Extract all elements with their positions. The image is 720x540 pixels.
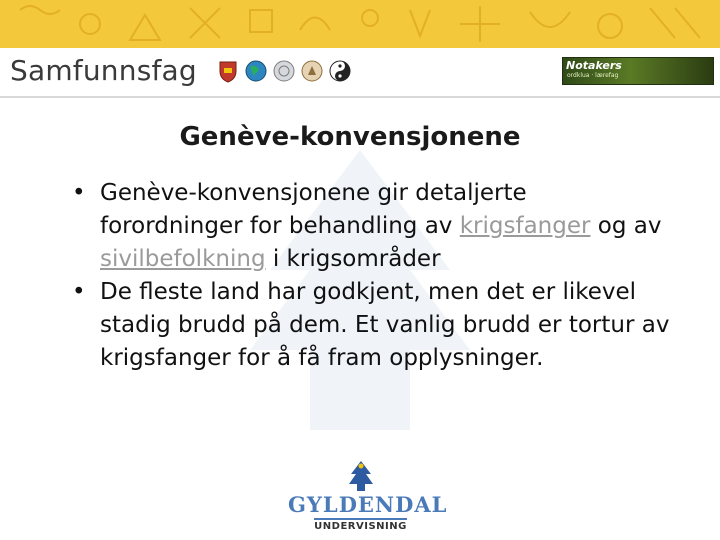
bullet-dot: • — [72, 279, 86, 305]
crest-icon[interactable] — [300, 59, 324, 83]
globe-icon[interactable] — [244, 59, 268, 83]
header-bar — [0, 48, 720, 98]
publisher-divider — [314, 518, 407, 520]
link-sivilbefolkning[interactable]: sivilbefolkning — [100, 246, 266, 272]
publisher-name: GYLDENDAL — [288, 492, 448, 517]
shield-icon[interactable] — [216, 59, 240, 83]
subject-icon-row — [216, 59, 352, 83]
bullet-dot: • — [72, 180, 86, 206]
publisher-logo — [288, 460, 448, 536]
yin-yang-icon[interactable] — [328, 59, 352, 83]
coin-icon[interactable] — [272, 59, 296, 83]
banner-title: Notakers — [566, 59, 622, 72]
publisher-subtitle: UNDERVISNING — [314, 521, 407, 532]
link-krigsfanger[interactable]: krigsfanger — [459, 213, 591, 239]
bullet-list — [72, 177, 672, 375]
bullet-text: De fleste land har godkjent, men det er likevel stadig brudd på dem. Et vanlig brudd er tortur av krigsfanger for å få fram opplysninger. — [100, 279, 670, 371]
school-doodle-pattern — [0, 0, 720, 48]
bullet-item — [72, 276, 672, 375]
slide-title: Genève-konvensjonene — [179, 122, 521, 152]
bullet-text: og av — [590, 213, 662, 239]
banner-subtitle: ordklua · lærefag — [567, 72, 619, 79]
notakers-banner[interactable] — [562, 57, 714, 85]
bullet-text: i krigsområder — [265, 246, 441, 272]
brand-title: Samfunnsfag — [10, 54, 197, 87]
tree-icon — [344, 460, 378, 492]
bullet-item — [72, 177, 672, 276]
top-decorative-band — [0, 0, 720, 48]
bullet-text: Genève-konvensjonene gir detaljerte forordninger for behandling av — [100, 180, 527, 239]
